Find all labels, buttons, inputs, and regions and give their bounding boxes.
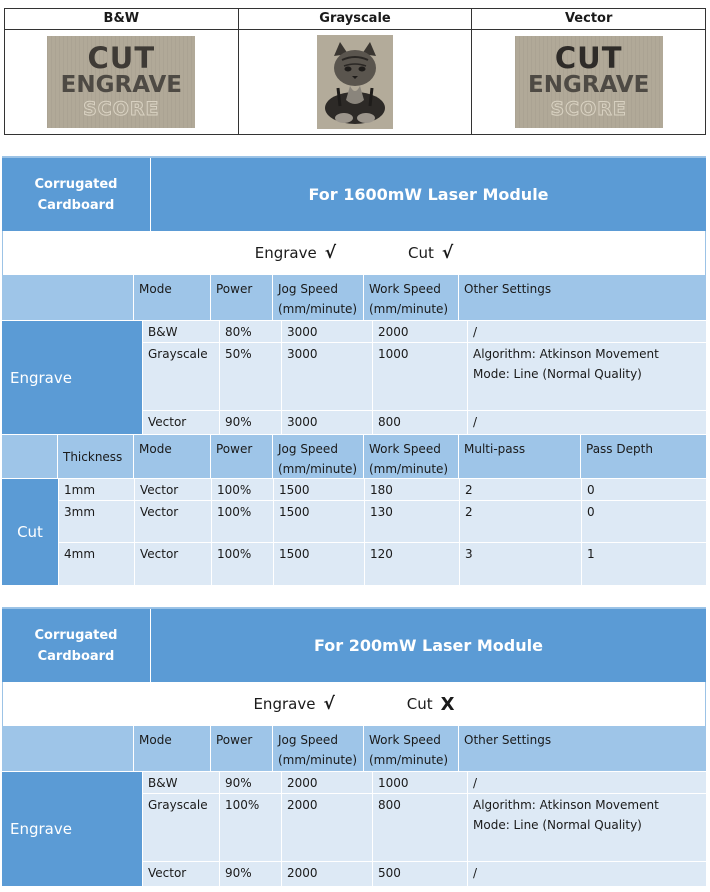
cut-row-label: Cut (2, 479, 59, 585)
col-other-settings: Other Settings (464, 282, 552, 296)
table-row: 1mm Vector 100% 1500 180 2 0 (59, 479, 706, 501)
settings-table-1600mw (2, 156, 706, 585)
table-row: Vector 90% 3000 800 / (143, 411, 706, 434)
col-jog-speed: Jog Speed (mm/minute) (273, 435, 364, 478)
col-power: Power (211, 726, 273, 771)
engrave-block (2, 772, 706, 886)
col-work-speed: Work Speed (mm/minute) (364, 275, 459, 320)
sample-grayscale (239, 9, 473, 134)
material-label: Corrugated Cardboard (2, 609, 151, 682)
table-row: 4mm Vector 100% 1500 120 3 1 (59, 543, 706, 585)
col-work-speed: Work Speed (mm/minute) (364, 435, 459, 478)
table-row: B&W 90% 2000 1000 / (143, 772, 706, 794)
vector-word-cut: CUT (554, 41, 623, 75)
col-jog-speed: Jog Speed (mm/minute) (273, 275, 364, 320)
col-multi-pass: Multi-pass (459, 435, 581, 478)
engrave-capability-label: Engrave (253, 695, 316, 713)
sample-images-table (4, 8, 706, 135)
cut-capability-label: Cut (406, 695, 433, 713)
col-work-speed: Work Speed (mm/minute) (364, 726, 459, 771)
sample-grayscale-label: Grayscale (239, 9, 472, 30)
table-row: Vector 90% 2000 500 / (143, 862, 706, 886)
vector-word-score: SCORE (550, 98, 627, 120)
table-header (2, 607, 706, 682)
engrave-check-icon: √ (323, 694, 335, 714)
bw-engraved-cardboard-image (47, 36, 195, 128)
table-row: Grayscale 50% 3000 1000 Algorithm: Atkinson Movement Mode: Line (Normal Quality) (143, 343, 706, 411)
engrave-column-header-row (2, 275, 706, 321)
capability-row (2, 231, 706, 275)
col-power: Power (211, 435, 273, 478)
vector-word-engrave: ENGRAVE (528, 72, 650, 98)
cat-icon (320, 38, 390, 126)
module-title: For 200mW Laser Module (314, 636, 543, 655)
table-header (2, 156, 706, 231)
engrave-check-icon: √ (324, 243, 337, 263)
col-thickness: Thickness (58, 435, 134, 478)
grayscale-cat-image (317, 35, 393, 129)
engrave-capability-label: Engrave (254, 244, 317, 262)
capability-row (2, 682, 706, 726)
settings-table-200mw (2, 607, 706, 886)
cut-check-icon: √ (441, 243, 454, 263)
col-jog-speed: Jog Speed (mm/minute) (273, 726, 364, 771)
sample-bw-label: B&W (5, 9, 238, 30)
engrave-row-label: Engrave (2, 321, 143, 434)
col-mode: Mode (134, 435, 211, 478)
col-pass-depth: Pass Depth (586, 442, 653, 456)
cut-capability-label: Cut (408, 244, 434, 262)
bw-word-cut: CUT (87, 41, 156, 75)
col-other-settings: Other Settings (464, 733, 552, 747)
engrave-block (2, 321, 706, 435)
sample-bw (5, 9, 239, 134)
sample-vector-label: Vector (472, 9, 705, 30)
material-label: Corrugated Cardboard (2, 158, 151, 231)
engrave-row-label: Engrave (2, 772, 143, 886)
table-row: 3mm Vector 100% 1500 130 2 0 (59, 501, 706, 543)
table-row: B&W 80% 3000 2000 / (143, 321, 706, 343)
cut-block (2, 479, 706, 585)
vector-engraved-cardboard-image (515, 36, 663, 128)
col-mode: Mode (134, 275, 211, 320)
col-power: Power (211, 275, 273, 320)
bw-word-engrave: ENGRAVE (60, 72, 182, 98)
cut-cross-icon: X (440, 693, 455, 715)
sample-vector (472, 9, 705, 134)
col-mode: Mode (134, 726, 211, 771)
cut-column-header-row (2, 435, 706, 479)
module-title: For 1600mW Laser Module (308, 185, 549, 204)
bw-word-score: SCORE (83, 98, 160, 120)
engrave-column-header-row (2, 726, 706, 772)
table-row: Grayscale 100% 2000 800 Algorithm: Atkinson Movement Mode: Line (Normal Quality) (143, 794, 706, 862)
